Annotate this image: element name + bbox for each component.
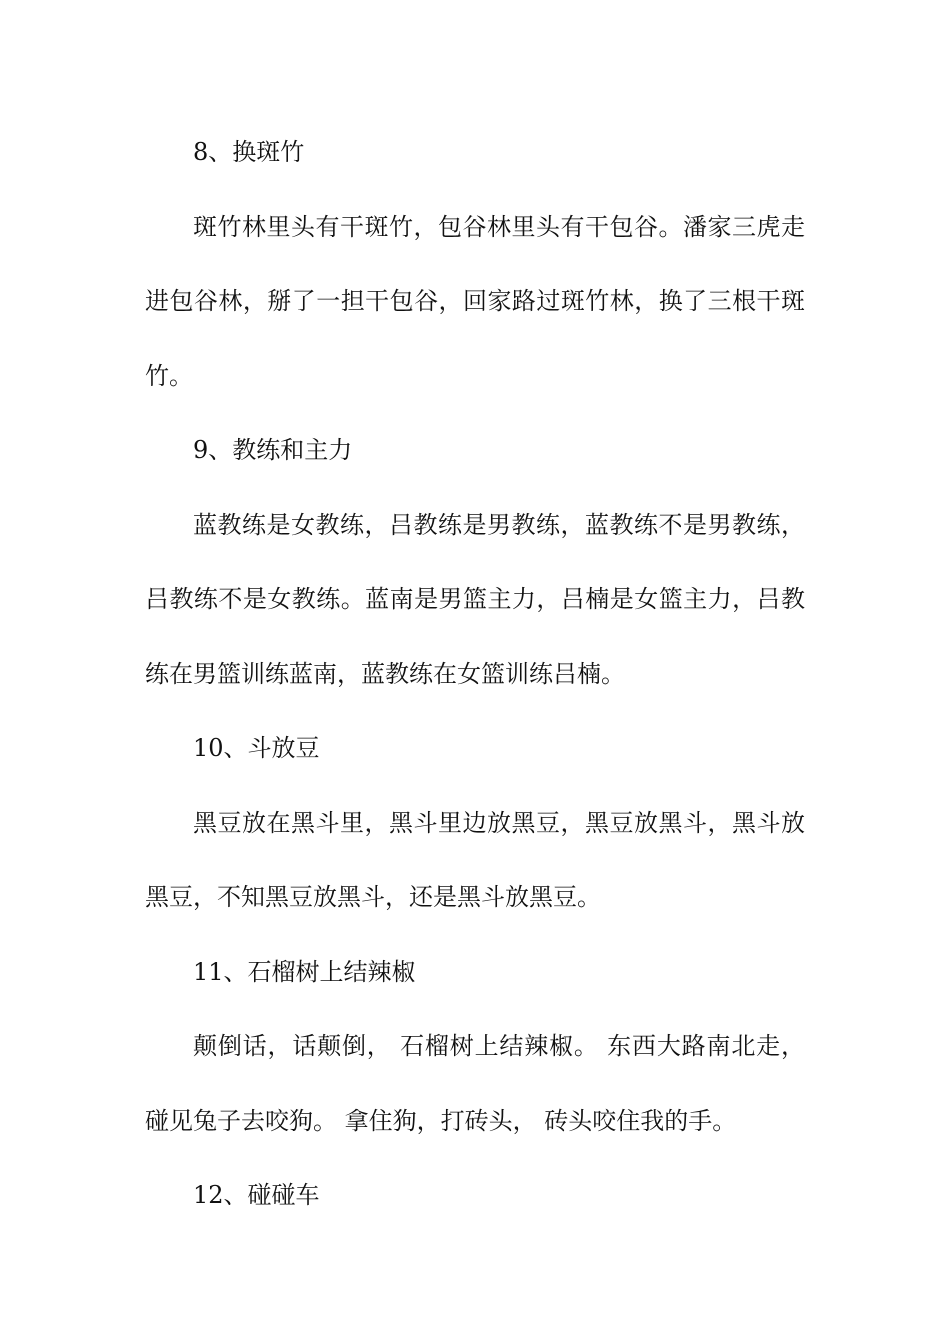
section-heading: 9、教练和主力 [193, 436, 353, 464]
section-11 [145, 935, 805, 1159]
paragraph-line: 斑竹林里头有干斑竹，包谷林里头有干包谷。潘家三虎走 [193, 212, 805, 241]
section-heading: 12、碰碰车 [193, 1181, 320, 1209]
paragraph-line: 颠倒话，话颠倒， 石榴树上结辣椒。 东西大路南北走， [193, 1032, 805, 1060]
paragraph-line: 碰见兔子去咬狗。 拿住狗，打砖头， 砖头咬住我的手。 [145, 1106, 737, 1135]
paragraph-line: 进包谷林，掰了一担干包谷，回家路过斑竹林，换了三根干斑 [145, 287, 805, 315]
paragraph-line: 黑豆放在黑斗里，黑斗里边放黑豆，黑豆放黑斗，黑斗放 [193, 808, 805, 837]
paragraph-line: 黑豆，不知黑豆放黑斗，还是黑斗放黑豆。 [145, 883, 601, 911]
section-10 [145, 711, 805, 935]
section-9 [145, 413, 805, 711]
section-heading: 10、斗放豆 [193, 734, 320, 762]
section-heading: 11、石榴树上结辣椒 [193, 957, 416, 986]
section-8 [145, 115, 805, 413]
paragraph-line: 竹。 [145, 361, 193, 390]
paragraph-line: 练在男篮训练蓝南，蓝教练在女篮训练吕楠。 [145, 659, 625, 688]
section-12 [145, 1158, 805, 1233]
paragraph-line: 吕教练不是女教练。蓝南是男篮主力，吕楠是女篮主力，吕教 [145, 585, 805, 613]
section-heading: 8、换斑竹 [193, 138, 305, 166]
document-page [145, 115, 805, 1233]
paragraph-line: 蓝教练是女教练，吕教练是男教练，蓝教练不是男教练， [193, 510, 805, 539]
